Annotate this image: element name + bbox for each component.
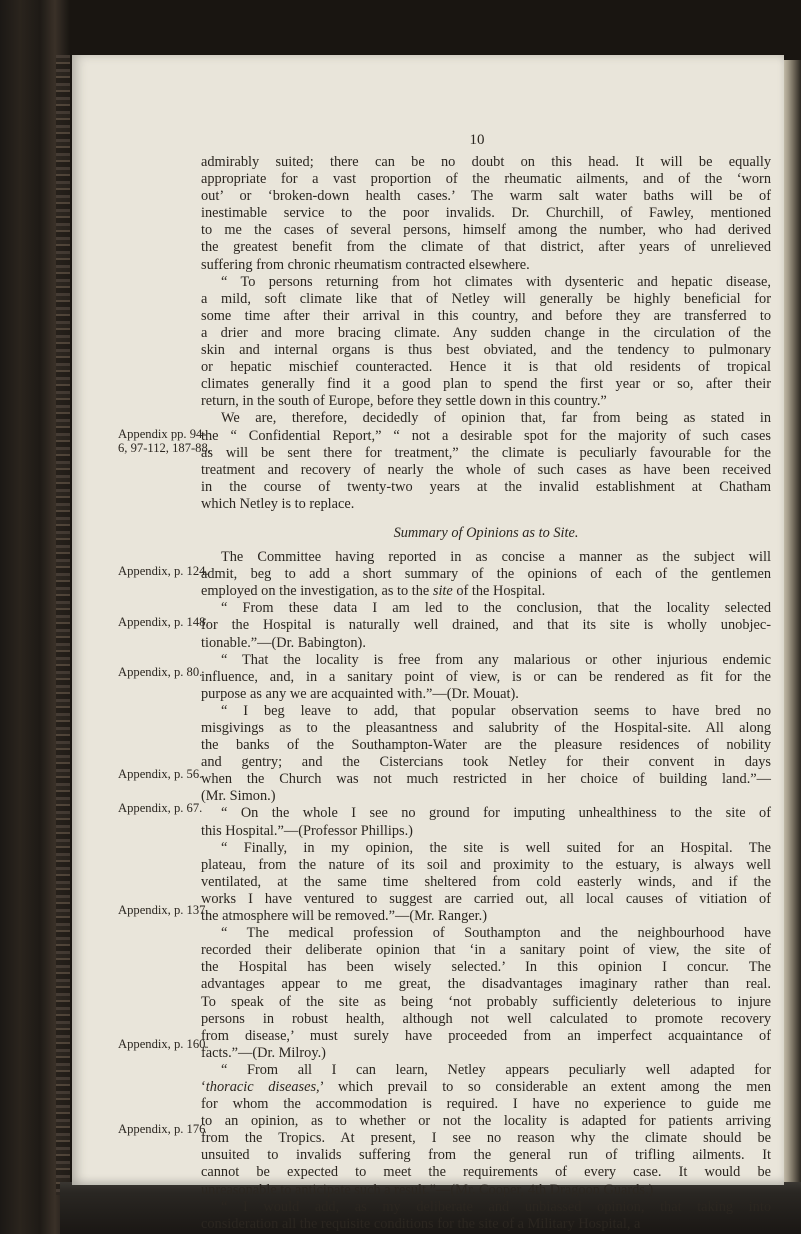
paragraph (201, 274, 771, 411)
text-line: from disease,’ must surely have proceeded from an imperfect acquaintance of (201, 1027, 771, 1044)
quote-paragraph (201, 1199, 771, 1233)
text-line: some time after their arrival in this country, and before they are transferred to (201, 307, 771, 324)
text-line: when the Church was not much restricted in her choice of building land.”— (201, 771, 771, 788)
text-line: this Hospital.”—(Professor Phillips.) (201, 822, 413, 839)
page-number: 10 (469, 132, 485, 148)
text-line: treatment and recovery of nearly the whole of such cases as have been received (201, 461, 771, 478)
text-line: and gentry; and the Cistercians took Netley for their convent in days (201, 754, 771, 771)
text-line: “ The medical profession of Southampton and the neighbourhood have (221, 925, 771, 942)
text-line: ventilated, at the same time sheltered from cold easterly winds, and if the (201, 873, 771, 890)
text-line: “ That the locality is free from any malarious or other injurious endemic (221, 651, 771, 668)
book-spine (56, 55, 70, 1195)
text-line: admit, beg to add a short summary of the opinions of each of the gentlemen (201, 566, 771, 583)
text-line: unreasonable to anticipate such a result.”—(Mr. Cooper, 4th Dragoon Guards.) (201, 1181, 654, 1198)
text-line: return, in the south of Europe, before they settle down in this country.” (201, 393, 607, 410)
text-line: out’ or ‘broken-down health cases.’ The warm salt water baths will be of (201, 188, 771, 205)
paragraph (201, 154, 771, 274)
quote-paragraph (201, 805, 771, 839)
text-line: facts.”—(Dr. Milroy.) (201, 1044, 326, 1061)
text-line: which Netley is to replace. (201, 495, 355, 512)
quote-paragraph (201, 600, 771, 651)
text-line: for the Hospital is naturally well drained, and that its site is wholly unobjec- (201, 617, 771, 634)
text-line: the “ Confidential Report,” “ not a desirable spot for the majority of such cases (201, 427, 771, 444)
text-line: cannot be expected to meet the requirements of every case. It would be (201, 1164, 771, 1181)
text-line: inestimable service to the poor invalids. Dr. Churchill, of Fawley, mentioned (201, 205, 771, 222)
text-line: skin and internal organs is thus best obviated, and the tendency to pulmonary (201, 342, 771, 359)
text-line: in the course of twenty-two years at the invalid establishment at Chatham (201, 478, 771, 495)
margin-note: Appendix, p. 137. (118, 903, 209, 917)
margin-note: Appendix pp. 94- (118, 427, 207, 441)
text-line: for whom the accommodation is required. I have no experience to guide me (201, 1096, 771, 1113)
text-line: unsuited to invalids suffering from the general run of trifling ailments. It (201, 1147, 771, 1164)
text-line: a drier and more bracing climate. Any sudden change in the circulation of the (201, 324, 771, 341)
quote-paragraph (201, 703, 771, 806)
quote-paragraph (201, 840, 771, 925)
paragraph (201, 410, 771, 513)
section-heading (201, 525, 771, 542)
page-edges (782, 60, 801, 1190)
text-line: as will be sent there for treatment,” the climate is peculiarly favourable for the (201, 444, 771, 461)
text-line: The Committee having reported in as concise a manner as the subject will (221, 549, 771, 566)
text-line: the greatest benefit from the climate of that district, after years of unrelieved (201, 239, 771, 256)
margin-note: Appendix, p. 176 (118, 1122, 206, 1136)
body-text (201, 154, 771, 1233)
text-line: suffering from chronic rheumatism contracted elsewhere. (201, 256, 530, 273)
text-line: climates generally find it a good plan to spend the first year or so, after their (201, 376, 771, 393)
margin-note: Appendix, p. 160. (118, 1037, 209, 1051)
margin-note: Appendix, p. 56. (118, 767, 203, 781)
text-line: works I have ventured to suggest are carried out, all local causes of vitiation of (201, 890, 771, 907)
text-line: plateau, from the nature of its soil and proximity to the estuary, is always well (201, 856, 771, 873)
text-line: appropriate for a vast proportion of the rheumatic ailments, and of the ‘worn (201, 171, 771, 188)
quote-paragraph (201, 652, 771, 703)
text-line: “ I beg leave to add, that popular observation seems to have bred no (221, 702, 771, 719)
text-line: from the Tropics. At present, I see no reason why the climate should be (201, 1130, 771, 1147)
text-line: the atmosphere will be removed.”—(Mr. Ranger.) (201, 908, 487, 925)
margin-note: Appendix, p. 80. (118, 665, 203, 679)
margin-note: 6, 97-112, 187-88. (118, 441, 211, 455)
text-line: admirably suited; there can be no doubt on this head. It will be equally (201, 154, 771, 170)
text-line: purpose as any we are acquainted with.”—(Dr. Mouat). (201, 685, 519, 702)
text-line: advantages appear to me great, the disadvantages imaginary rather than real. (201, 976, 771, 993)
margin-note: Appendix, p. 148. (118, 615, 209, 629)
text-line: the Hospital has been wisely selected.’ In this opinion I concur. The (201, 959, 771, 976)
margin-note: Appendix, p. 124. (118, 564, 209, 578)
text-line: To speak of the site as being ‘not probably sufficiently deleterious to injure (201, 993, 771, 1010)
text-line: “ From all I can learn, Netley appears peculiarly well adapted for (221, 1061, 771, 1078)
text-line: or hepatic mischief counteracted. Hence it is that old residents of tropical (201, 359, 771, 376)
text-line: persons in robust health, although not well calculated to promote recovery (201, 1010, 771, 1027)
text-line: “ On the whole I see no ground for imputing unhealthiness to the site of (221, 805, 771, 822)
text-line: the banks of the Southampton-Water are the pleasure residences of nobility (201, 737, 771, 754)
text-line: “ To persons returning from hot climates with dysenteric and hepatic disease, (221, 273, 771, 290)
text-line: We are, therefore, decidedly of opinion that, far from being as stated in (221, 410, 771, 427)
text-line: misgivings as to the pleasantness and salubrity of the Hospital-site. All along (201, 720, 771, 736)
text-line: “ Finally, in my opinion, the site is well suited for an Hospital. The (221, 839, 771, 856)
text-line: tionable.”—(Dr. Babington). (201, 634, 366, 651)
text-line: ‘thoracic diseases,’ which prevail to so considerable an extent among the men (201, 1078, 772, 1095)
quote-paragraph (201, 925, 771, 1062)
text-line: employed on the investigation, as to the site of the Hospital. (201, 583, 546, 600)
text-line: to an opinion, as to whether or not the locality is adapted for patients arriving (201, 1113, 771, 1130)
text-line: influence, and, in a sanitary point of view, is or can be rendered as fit for the (201, 668, 771, 685)
text-line: “ I would add, as my deliberate and unbiassed opinion, that taking into (221, 1198, 771, 1215)
text-line: (Mr. Simon.) (201, 788, 276, 805)
margin-note: Appendix, p. 67. (118, 801, 203, 815)
text-line: to me the cases of several persons, himself among the number, who had derived (201, 222, 771, 239)
text-line: recorded their deliberate opinion that ‘in a sanitary point of view, the site of (201, 942, 771, 959)
text-line: consideration all the requisite conditions for the site of a Military Hospital, a (201, 1215, 641, 1232)
text-line: a mild, soft climate like that of Netley will generally be highly beneficial for (201, 290, 771, 307)
quote-paragraph (201, 1062, 771, 1199)
section-heading-text: Summary of Opinions as to Site. (393, 524, 579, 541)
text-line: “ From these data I am led to the conclusion, that the locality selected (221, 600, 771, 617)
paragraph (201, 549, 771, 600)
